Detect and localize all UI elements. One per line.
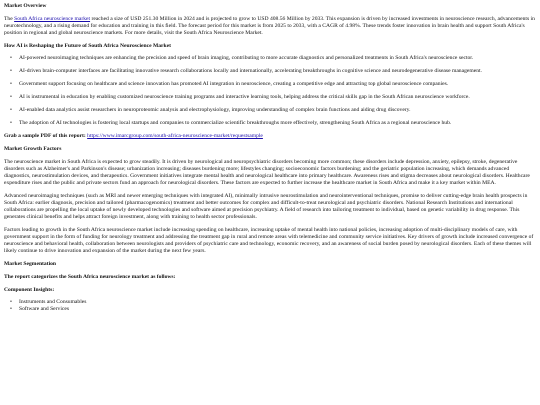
overview-paragraph	[4, 16, 537, 37]
component-heading: Component Insights:	[4, 287, 55, 293]
ai-list-item: • AI is instrumental in education by enabling customized neuroscience training programs and interactive learning tools, helping address the critical skills gap in the South African neuroscience workforce.	[19, 94, 537, 101]
ai-list-item: • Government support focusing on healthcare and science innovation has promoted AI integration in neuroscience, creating a competitive edge and attracting top global neuroscience companies.	[19, 81, 537, 88]
component-item: • Software and Services	[19, 306, 537, 313]
ai-list-item: • AI-enabled data analytics assist researchers in neuroproteomic analysis and electrophysiology, improving understanding of complex brain functions and aiding drug discovery.	[19, 107, 537, 114]
segmentation-heading: Market Segmentation	[4, 261, 57, 267]
ai-list	[4, 55, 537, 127]
overview-heading: Market Overview	[4, 3, 47, 9]
overview-text-start: The	[4, 16, 15, 22]
ai-list-item: • AI-driven brain-computer interfaces are facilitating innovative research collaborations locally and internationally, accelerating breakthroughs in cognitive science and neurodegenerative disease management.	[19, 68, 537, 75]
component-item: • Instruments and Consumables	[19, 299, 537, 306]
ai-heading: How AI is Reshaping the Future of South Africa Neuroscience Market	[4, 43, 171, 49]
growth-paragraph: Factors leading to growth in the South Africa neuroscience market include increasing spending on healthcare, increasing uptake of mental health into national policies, increasing adoption of multi-disciplinary models of care, with government support in the form of funding for neurology treatment and addressing the treatment gap in rural and remote areas with telemedicine and community service initiatives. Key drivers of growth include increased convergence of neuroscience and behavioral health, collaboration between neurologists and providers of psychiatric care and technology, economic recovery, and an awareness of social burden posed by neurological disorders. Each of these themes will likely continue to drive innovation and expansion of the market during the next few years.	[4, 227, 534, 254]
market-link[interactable]: South Africa neuroscience market	[14, 16, 91, 22]
growth-heading: Market Growth Factors	[4, 146, 62, 152]
sample-line	[4, 133, 537, 140]
sample-link[interactable]: https://www.imarcgroup.com/south-africa-neuroscience-market/requestsample	[87, 133, 263, 139]
ai-list-item: • The adoption of AI technologies is fostering local startups and companies to commercialize scientific breakthroughs more effectively, strengthening South Africa as a regional neuroscience hub.	[19, 120, 537, 127]
component-list	[4, 299, 537, 313]
growth-paragraph: The neuroscience market in South Africa is expected to grow steadily. It is driven by neurological and neuropsychiatric disorders becoming more common; these disorders include depression, anxiety, epilepsy, stroke, degenerative disorders such as Alzheimer's and Parkinson's disease; urbanization increasing; diseases burdening more; lifestyles changing; socioeconomic factors burdening; and the geriatric population increasing, which demands advanced diagnostics, neurostimulation devices, and therapeutics. Government initiatives integrate mental health and neurological healthcare into primary healthcare. Awareness rises and stigma decreases about neurological disorders. Healthcare expenditure rises and the public and private sectors fund an approach for neurological disorders. These factors are expected to further increase the healthcare market in South Africa and make it a key market within MEA.	[4, 159, 530, 186]
growth-paragraph: Advanced neuroimaging techniques (such as MRI and newer emerging techniques with integrated AI), minimally intrusive neurostimulation and neurointerventional techniques, promise to deliver cutting-edge brain health prospects in South Africa: earlier diagnosis, precision and tailored (pharmacogenomics) treatment and better outcomes for complex and difficult-to-treat neurological and psychiatric disorders. National Research Institutions and international collaborations are propelling the local uptake of newly developed technologies and software aimed at precision psychiatry. A field of research into tailoring treatment to individual, based on genetic variability in drug response. This generates clinical benefits and helps attract foreign investment, along with training to health sector professionals.	[4, 193, 528, 220]
segmentation-subheading: The report categorizes the South Africa neuroscience market as follows:	[4, 274, 176, 280]
sample-label: Grab a sample PDF of this report:	[4, 133, 86, 139]
overview-text-end: reached a size of USD 251.30 Million in 2024 and is projected to grow to USD 408.56 Million by 2033. This expansion is driven by increased investments in neuroscience research, advancements in neurotechnology, and a rising demand for education and training in this field. The forecast period for this market is from 2025 to 2033, with a CAGR of 4.98%. These trends foster innovation in brain health and support South Africa's position in regional and global neuroscience markets. For more details, visit the South Africa Neuroscience Market.	[4, 16, 535, 36]
document-page	[4, 3, 537, 313]
ai-list-item: • AI-powered neuroimaging techniques are enhancing the precision and speed of brain imaging, contributing to more accurate diagnostics and personalized treatments in South Africa's neuroscience sector.	[19, 55, 537, 62]
